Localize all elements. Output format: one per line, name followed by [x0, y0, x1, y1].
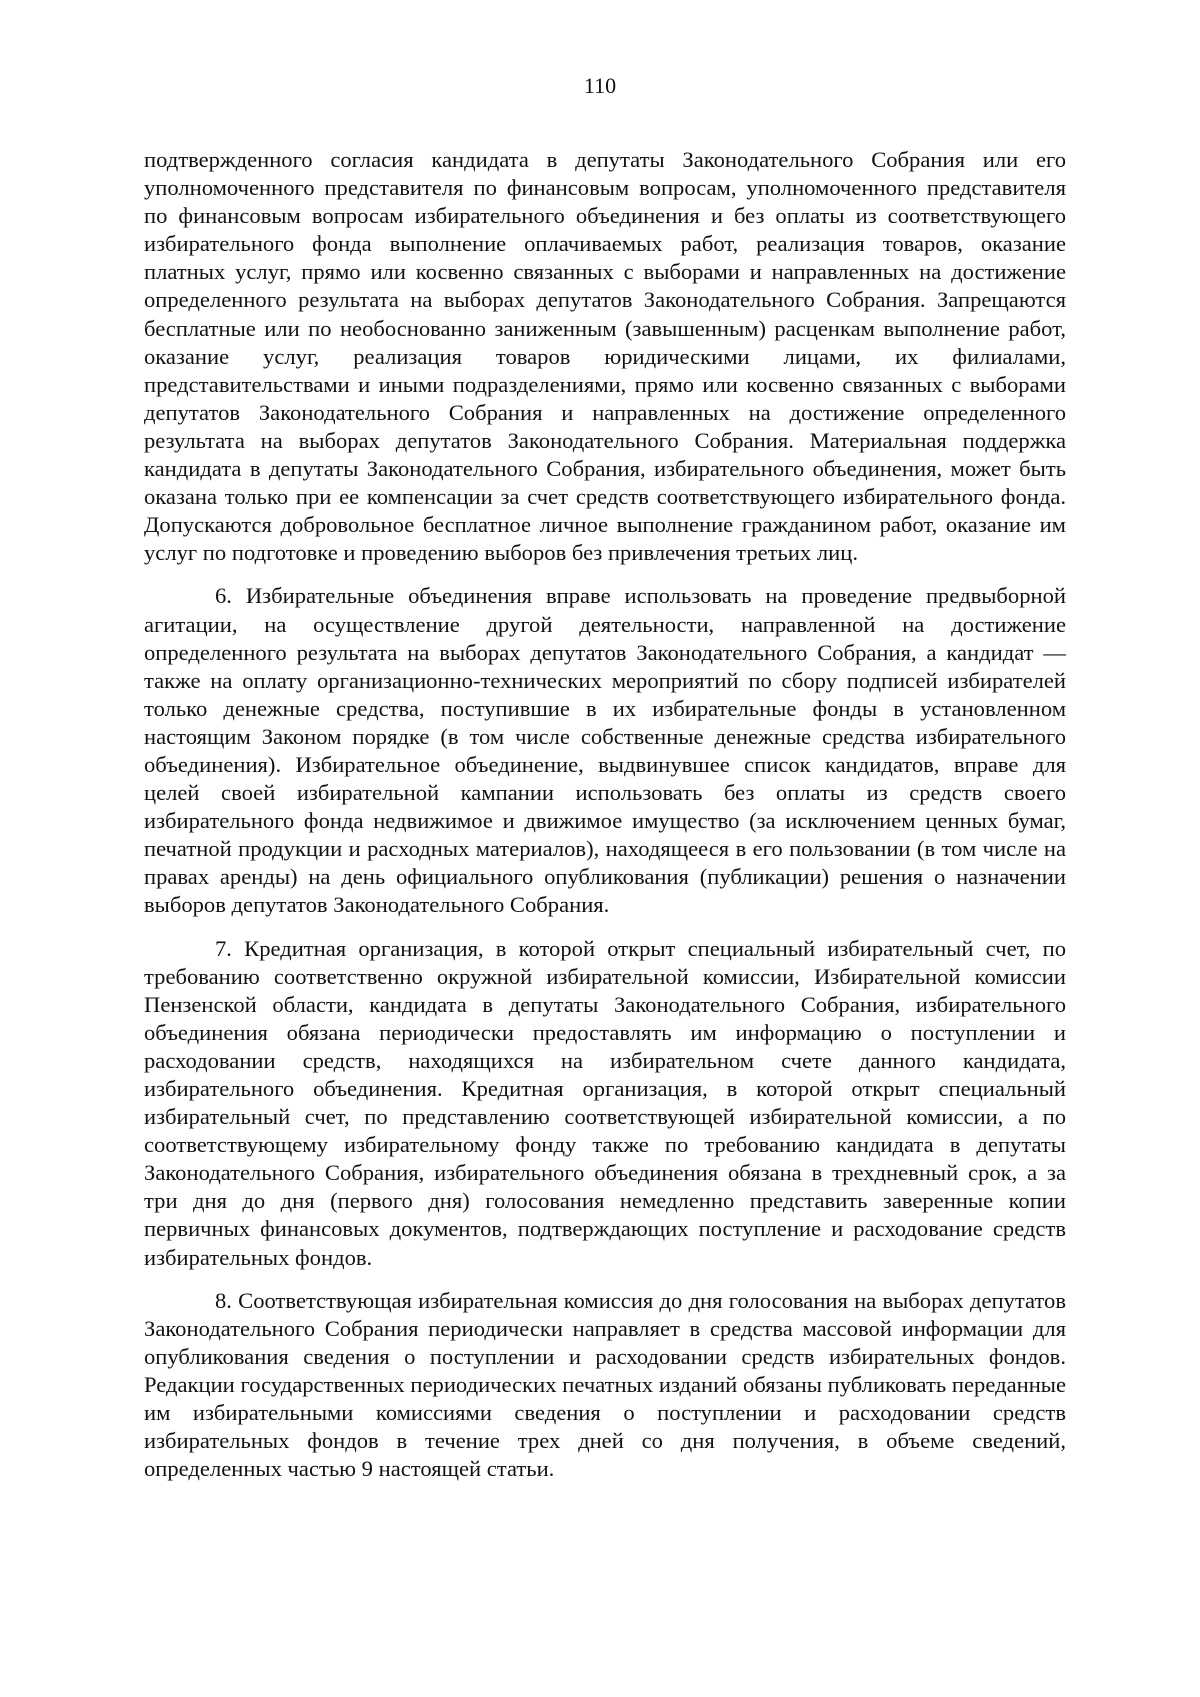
document-body — [144, 146, 1066, 1498]
paragraph-8: 8. Соответствующая избирательная комиссия до дня голосования на выборах депутатов Законодательного Собрания периодически направляет в средства массовой информации для опубликования сведения о поступлении и расходовании средств избирательных фондов. Редакции государственных периодических печатных изданий обязаны публиковать переданные им избирательными комиссиями сведения о поступлении и расходовании средств избирательных фондов в течение трех дней со дня получения, в объеме сведений, определенных частью 9 настоящей статьи. — [144, 1287, 1066, 1482]
paragraph-6: 6. Избирательные объединения вправе использовать на проведение предвыборной агитации, на осуществление другой деятельности, направленной на достижение определенного результата на выборах депутатов Законодательного Собрания, а кандидат — также на оплату организационно-технических мероприятий по сбору подписей избирателей только денежные средства, поступившие в их избирательные фонды в установленном настоящим Законом порядке (в том числе собственные денежные средства избирательного объединения). Избирательное объединение, выдвинувшее список кандидатов, вправе для целей своей избирательной кампании использовать без оплаты из средств своего избирательного фонда недвижимое и движимое имущество (за исключением ценных бумаг, печатной продукции и расходных материалов), находящееся в его пользовании (в том числе на правах аренды) на день официального опубликования (публикации) решения о назначении выборов депутатов Законодательного Собрания. — [144, 583, 1066, 918]
paragraph-7: 7. Кредитная организация, в которой открыт специальный избирательный счет, по требованию соответственно окружной избирательной комиссии, Избирательной комиссии Пензенской области, кандидата в депутаты Законодательного Собрания, избирательного объединения обязана периодически предоставлять им информацию о поступлении и расходовании средств, находящихся на избирательном счете данного кандидата, избирательного объединения. Кредитная организация, в которой открыт специальный избирательный счет, по представлению соответствующей избирательной комиссии, а по соответствующему избирательному фонду также по требованию кандидата в депутаты Законодательного Собрания, избирательного объединения обязана в трехдневный срок, а за три дня до дня (первого дня) голосования немедленно представить заверенные копии первичных финансовых документов, подтверждающих поступление и расходование средств избирательных фондов. — [144, 935, 1066, 1270]
paragraph-continuation: подтвержденного согласия кандидата в депутаты Законодательного Собрания или его уполномоченного представителя по финансовым вопросам, уполномоченного представителя по финансовым вопросам избирательного объединения и без оплаты из соответствующего избирательного фонда выполнение оплачиваемых работ, реализация товаров, оказание платных услуг, прямо или косвенно связанных с выборами и направленных на достижение определенного результата на выборах депутатов Законодательного Собрания. Запрещаются бесплатные или по необоснованно заниженным (завышенным) расценкам выполнение работ, оказание услуг, реализация товаров юридическими лицами, их филиалами, представительствами и иными подразделениями, прямо или косвенно связанных с выборами депутатов Законодательного Собрания и направленных на достижение определенного результата на выборах депутатов Законодательного Собрания. Материальная поддержка кандидата в депутаты Законодательного Собрания, избирательного объединения, может быть оказана только при ее компенсации за счет средств соответствующего избирательного фонда. Допускаются добровольное бесплатное личное выполнение гражданином работ, оказание им услуг по подготовке и проведению выборов без привлечения третьих лиц. — [144, 147, 1066, 566]
page-number: 110 — [583, 73, 617, 98]
